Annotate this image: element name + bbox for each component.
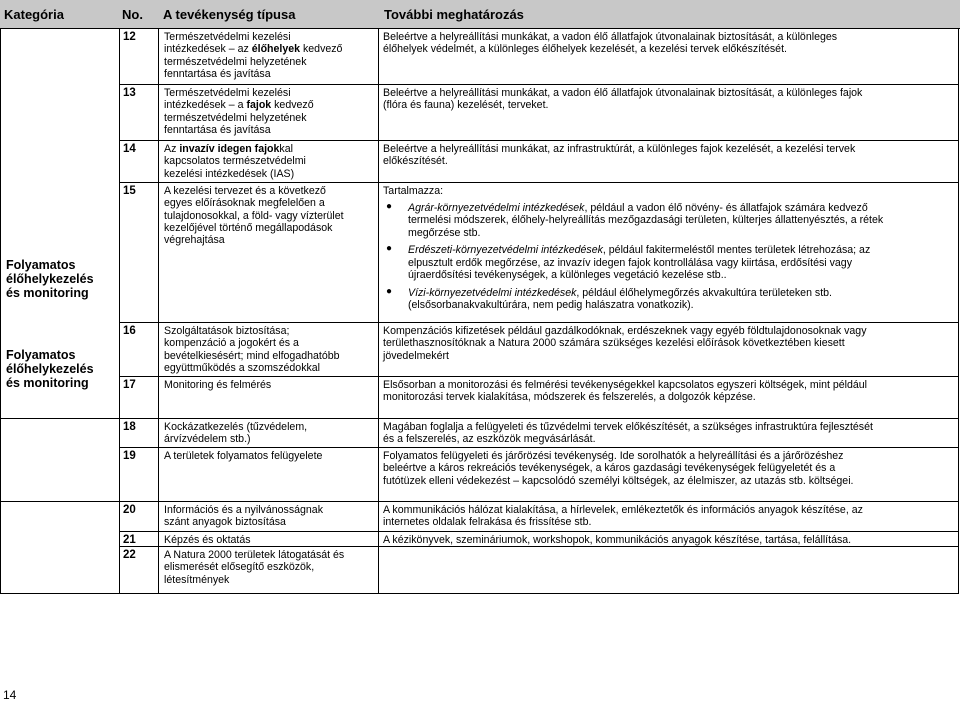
row-number: 12: [123, 31, 136, 43]
description-line: Folyamatos felügyeleti és járőrözési tevékenység. Ide sorolhatók a helyreállítási és a járőrözéshez: [383, 450, 844, 462]
border-no: [158, 29, 159, 594]
description-line: Beleértve a helyreállítási munkákat, a vadon élő állatfajok útvonalainak biztosítását, a különleges: [383, 31, 838, 43]
description-intro: Tartalmazza:: [383, 185, 444, 197]
activity-type-line: kezelőjével történő megállapodások: [164, 221, 333, 234]
description-line: előkészítését.: [383, 155, 448, 168]
row-number: 19: [123, 450, 136, 462]
activity-type-line: fenntartása és javítása: [164, 67, 271, 80]
row-sep: [119, 84, 959, 85]
activity-type-line: kompenzáció a jogokért és a: [164, 337, 299, 350]
description-line: élőhelyek védelmét, a különleges élőhelyek kezelését, a kezelési tervek előkészítését.: [383, 43, 787, 56]
description-line: internetes oldalak felrakása és frissítése stb.: [383, 516, 592, 529]
description-line: A kommunikációs hálózat kialakítása, a hírlevelek, emlékeztetők és információs anyagok készítése, az: [383, 504, 863, 516]
bullet-icon: ●: [386, 243, 393, 255]
description-line: monitorozási tervek kialakítása, módszerek és felszerelés, a dolgozók képzése.: [383, 391, 756, 404]
bullet-line: elpusztult erdők megőrzése, az invazív idegen fajok kontrollálása vagy kiirtása, erdősítési vagy: [408, 256, 852, 269]
description-line: Beleértve a helyreállítási munkákat, a vadon élő állatfajok útvonalainak biztosítását, a különleges fajok: [383, 87, 863, 99]
activity-type-line: természetvédelmi helyzetének: [164, 55, 307, 68]
bullet-line: megőrzése stb.: [408, 226, 481, 239]
activity-type-line: bevételkiesésért; mind elfogadhatóbb: [164, 349, 340, 362]
row-number: 20: [123, 504, 136, 516]
activity-type-line: kapcsolatos természetvédelmi: [164, 155, 306, 168]
description-line: futótüzek elleni védekezést – kapcsolódó személyi költségek, az élelmiszer, az utazás stb. költségei.: [383, 474, 854, 487]
activity-type-line: kezelési intézkedések (IAS): [164, 167, 295, 180]
row-number: 13: [123, 87, 136, 99]
row-sep: [119, 376, 959, 377]
row-number: 21: [123, 534, 136, 546]
row-sep: [0, 501, 959, 502]
bullet-line: (elsősorbanakvakultúrára, nem pedig halászatra vonatkozik).: [408, 299, 694, 312]
description-line: területhasznosítóknak a Natura 2000 számára szükséges kezelési előírások következtében kiesett: [383, 337, 845, 350]
description-line: jövedelmekért: [383, 349, 449, 362]
description-line: Kompenzációs kifizetések például gazdálkodóknak, erdészeknek vagy egyéb földtulajdonosoknak vagy: [383, 325, 867, 337]
activity-type-line: A kezelési tervezet és a következő: [164, 185, 326, 197]
row-number: 16: [123, 325, 136, 337]
row-number: 22: [123, 549, 136, 561]
activity-type-line: Képzés és oktatás: [164, 534, 251, 546]
activity-type-line: Szolgáltatások biztosítása;: [164, 325, 290, 337]
row-number: 18: [123, 421, 136, 433]
bullet-icon: ●: [386, 201, 393, 212]
activity-type-line: árvízvédelem stb.): [164, 433, 251, 446]
row-number: 17: [123, 379, 136, 391]
category-b: Folyamatos élőhelykezelés és monitoring: [6, 348, 94, 390]
activity-type-line: létesítmények: [164, 573, 230, 586]
description-line: beleértve a káros rekreációs tevékenységek, a káros gazdasági tevékenységek felügyeletét és a: [383, 462, 836, 475]
header-kategoria: Kategória: [4, 7, 64, 22]
border-right: [958, 29, 959, 594]
activity-type-line: Monitoring és felmérés: [164, 379, 272, 391]
header-tipus: A tevékenység típusa: [163, 7, 296, 22]
description-line: (flóra és fauna) kezelését, terveket.: [383, 99, 549, 112]
bullet-line: Agrár-környezetvédelmi intézkedések, például a vadon élő növény- és állatfajok számára kedvező: [408, 202, 868, 214]
bullet-line: újraerdősítési tevékenységek, a különleges vegetáció kezelése stb..: [408, 269, 727, 281]
table-header: [0, 0, 960, 29]
category-a: Folyamatos élőhelykezelés és monitoring: [6, 258, 94, 300]
activity-type-line: szánt anyagok biztosítása: [164, 516, 286, 529]
row-sep: [0, 418, 959, 419]
activity-type-line: intézkedések – a fajok kedvező: [164, 99, 314, 112]
bullet-line: Erdészeti-környezetvédelmi intézkedések, például fakitermeléstől mentes területek létrehozása; az: [408, 244, 871, 257]
header-tovabbi: További meghatározás: [384, 7, 524, 22]
activity-type-line: Kockázatkezelés (tűzvédelem,: [164, 421, 308, 433]
table-bottom: [0, 593, 959, 594]
row-sep: [119, 447, 959, 448]
activity-type-line: Természetvédelmi kezelési: [164, 87, 291, 99]
row-sep: [119, 182, 959, 183]
activity-type-line: egyes előírásoknak megfelelően a: [164, 197, 325, 210]
row-sep: [119, 531, 959, 532]
activity-type-line: A Natura 2000 területek látogatását és: [164, 549, 345, 561]
activity-type-line: tulajdonosokkal, a föld- vagy vízterület: [164, 209, 344, 222]
row-number: 14: [123, 143, 136, 155]
description-line: Magában foglalja a felügyeleti és tűzvédelmi tervek előkészítését, a szükséges infrastruktúra fejlesztését: [383, 421, 873, 433]
activity-type-line: Információs és a nyilvánosságnak: [164, 504, 323, 516]
row-number: 15: [123, 185, 136, 197]
activity-type-line: természetvédelmi helyzetének: [164, 111, 307, 124]
description-line: Elsősorban a monitorozási és felmérési tevékenységekkel kapcsolatos egyszeri költségek, mint például: [383, 379, 868, 391]
bullet-line: termelési módszerek, élőhely-helyreállítás mezőgazdasági területen, külterjes állattenyésztés, a rétek: [408, 214, 884, 227]
description-line: Beleértve a helyreállítási munkákat, az infrastruktúrát, a különleges fajok kezelését, a kezelési tervek: [383, 143, 856, 155]
description-line: és a felszerelés, az eszközök megvásárlását.: [383, 433, 596, 446]
activity-type-line: A területek folyamatos felügyelete: [164, 450, 323, 462]
activity-type-line: fenntartása és javítása: [164, 123, 271, 136]
activity-type-line: együttműködés a szomszédokkal: [164, 361, 321, 374]
activity-type-line: Az invazív idegen fajokkal: [164, 143, 293, 155]
row-sep: [119, 322, 959, 323]
border-type: [378, 29, 379, 594]
activity-type-line: elismerését elősegítő eszközök,: [164, 561, 315, 574]
page-number: 14: [3, 688, 17, 702]
header-no: No.: [122, 7, 143, 22]
bullet-line: Vízi-környezetvédelmi intézkedések, például élőhelymegőrzés akvakultúra területeken stb.: [408, 286, 832, 299]
activity-type-line: Természetvédelmi kezelési: [164, 31, 291, 43]
description-line: A kézikönyvek, szemináriumok, workshopok, kommunikációs anyagok készítése, tartása, felállítása.: [383, 534, 852, 546]
row-sep: [119, 140, 959, 141]
border-cat: [119, 29, 120, 594]
activity-type-line: végrehajtása: [164, 234, 225, 247]
activity-type-line: intézkedések – az élőhelyek kedvező: [164, 43, 343, 56]
bullet-icon: ●: [386, 285, 393, 297]
border-left: [0, 29, 1, 594]
